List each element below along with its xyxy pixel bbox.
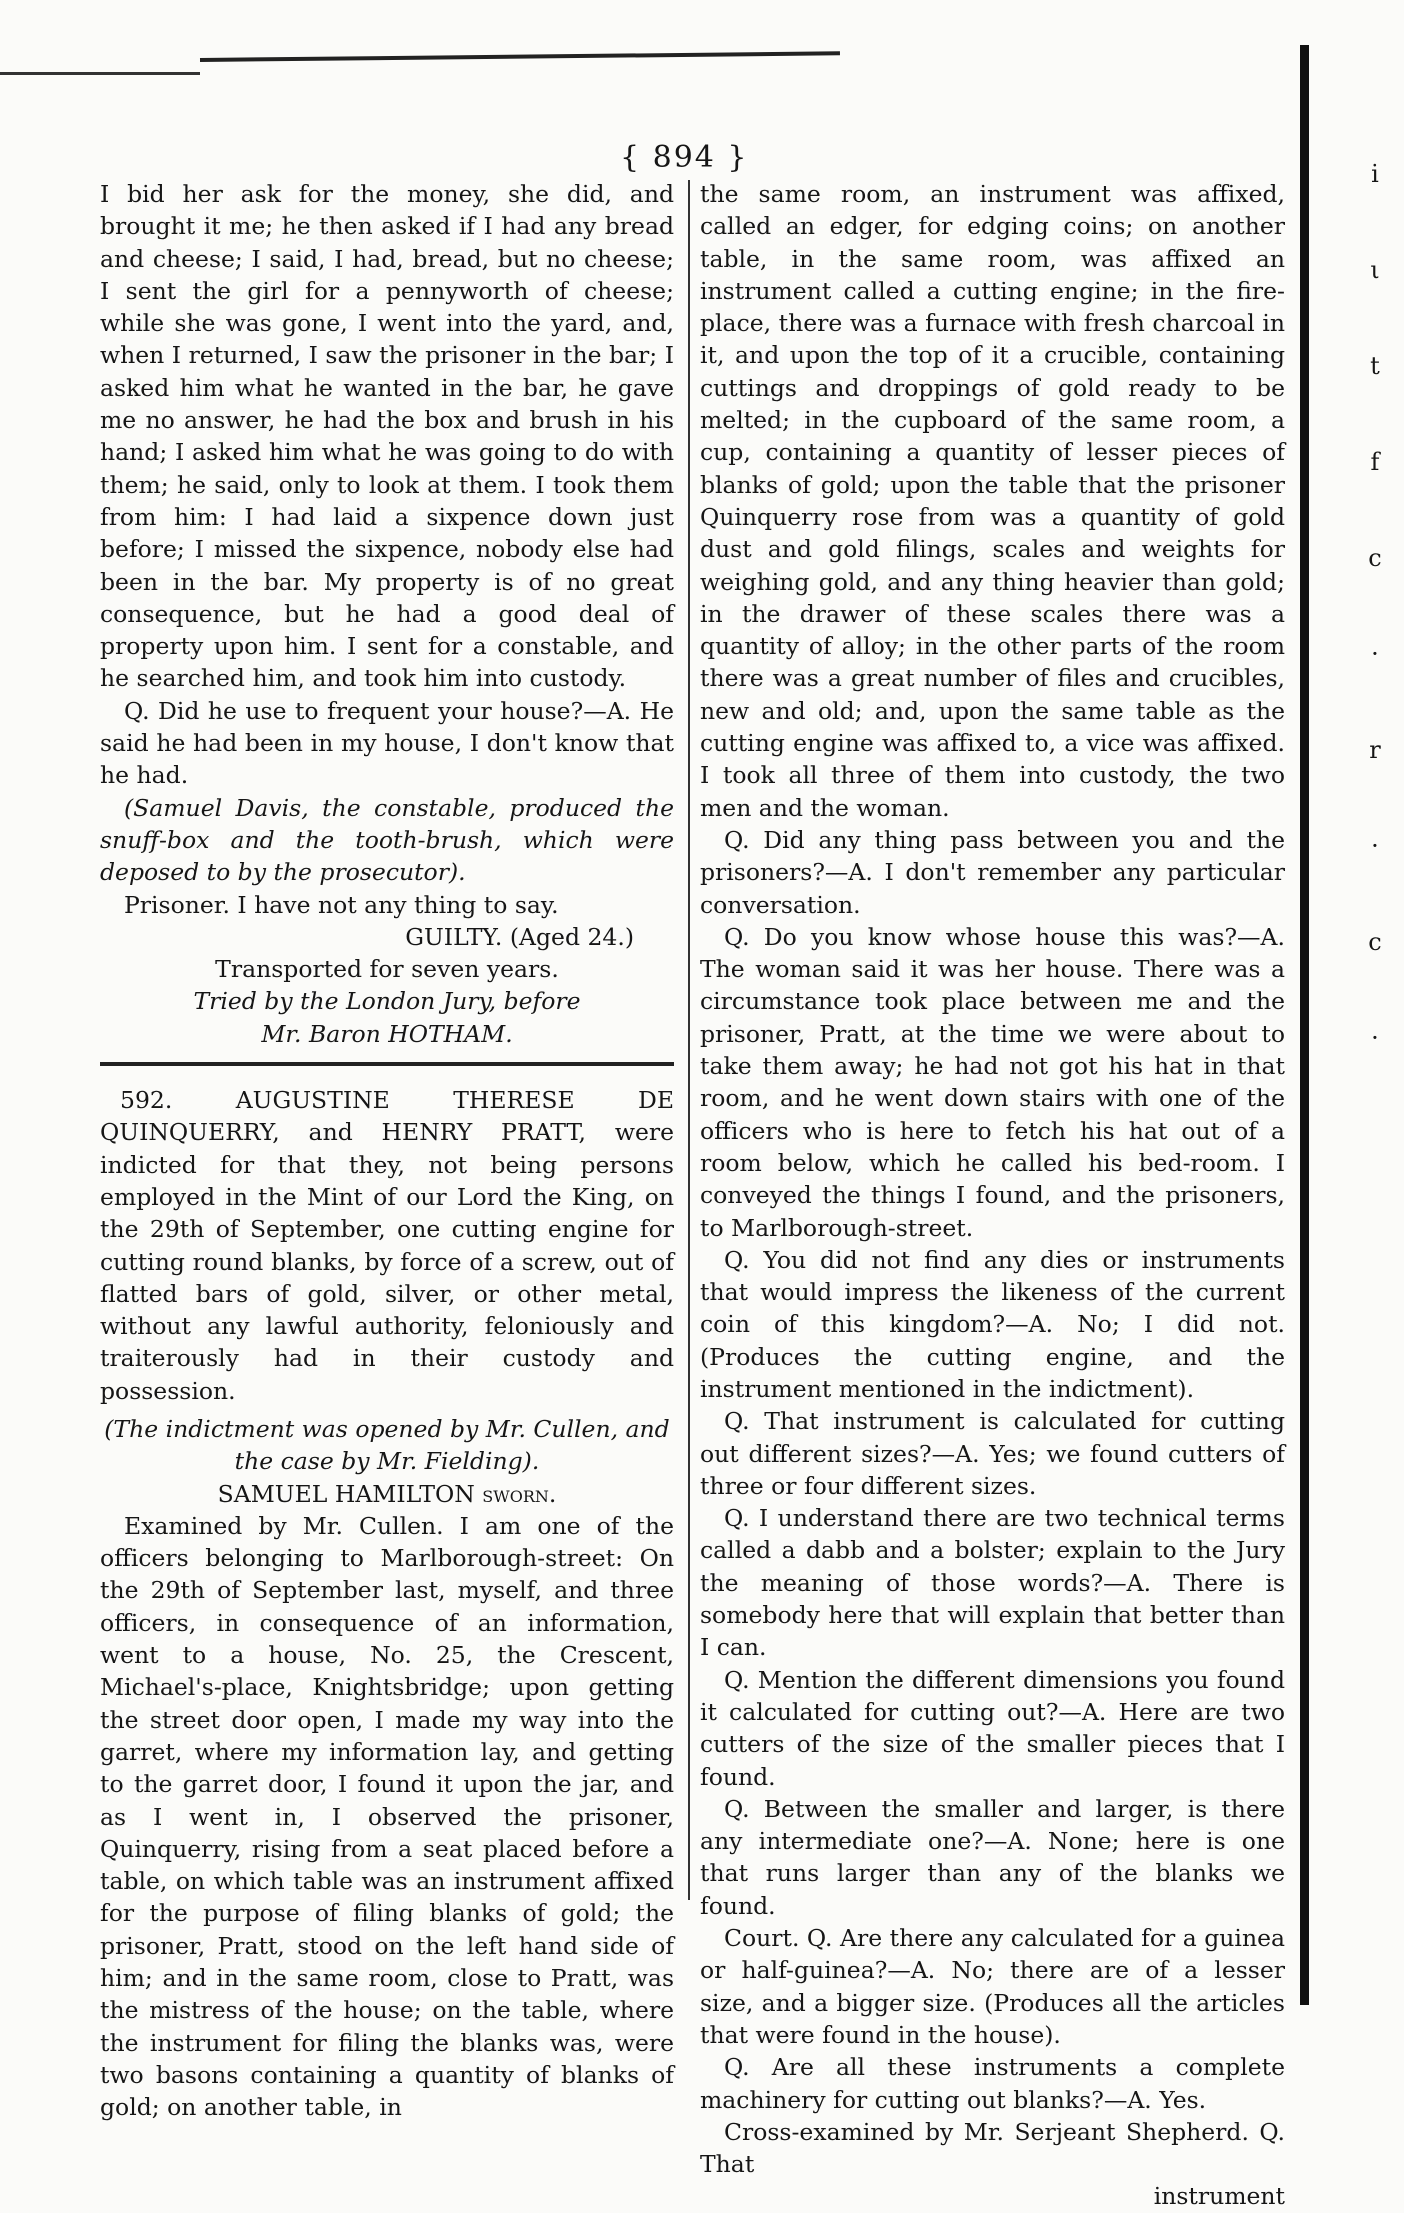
paragraph: I bid her ask for the money, she did, and brought it me; he then asked if I had any bread and cheese; I said, I had, bread, but no cheese; I sent the girl for a pennyworth of cheese; while she was gone, I went into the yard, and, when I returned, I saw the prisoner in the bar; I asked him what he wanted in the bar, he gave me no answer, he had the box and brush in his hand; I asked him what he was going to do with them; he said, only to look at them. I took them from him: I had laid a sixpence down just before; I missed the sixpence, nobody else had been in the bar. My property is of no great consequence, but he had a good deal of property upon him. I sent for a constable, and he searched him, and took him into custody. <box>100 180 674 693</box>
margin-letters <box>1355 160 1395 1120</box>
verdict: GUILTY. (Aged 24.) <box>405 922 634 951</box>
left-column <box>100 178 674 2124</box>
margin-letter: f <box>1370 448 1380 476</box>
column-divider <box>688 180 690 1900</box>
tried-by: Tried by the London Jury, before <box>193 987 581 1016</box>
cross-examination: Cross-examined by Mr. Serjeant Shepherd. Q. That <box>700 2117 1285 2179</box>
question-paragraph: Q. You did not find any dies or instruments that would impress the likeness of the current coin of this kingdom?—A. No; I did not. (Produces the cutting engine, and the instrument mentioned in the indictment). <box>700 1245 1285 1403</box>
question-paragraph: Q. Did he use to frequent your house?—A. He said he had been in my house, I don't know that he had. <box>100 696 674 790</box>
section-divider <box>100 1062 674 1066</box>
question-paragraph: Q. Are all these instruments a complete machinery for cutting out blanks?—A. Yes. <box>700 2053 1285 2114</box>
sentence: Transported for seven years. <box>215 955 559 984</box>
indictment-note: (The indictment was opened by Mr. Cullen, and the case by Mr. Fielding). <box>104 1414 670 1476</box>
question-paragraph: Q. Do you know whose house this was?—A. The woman said it was her house. There was a circumstance took place between me and the prisoner, Pratt, at the time we were about to take them away; he had not got his hat in that room, and he went down stairs with one of the officers who is here to fetch his hat out of a room below, which he called his bed-room. I conveyed the things I found, and the prisoners, to Marlborough-street. <box>700 922 1285 1242</box>
witness-sworn: SAMUEL HAMILTON sworn. <box>217 1479 557 1508</box>
margin-letter: c <box>1368 928 1382 956</box>
stage-direction: (Samuel Davis, the constable, produced the snuff-box and the tooth-brush, which were deposed to by the prosecutor). <box>100 793 674 887</box>
margin-letter: ι <box>1370 256 1380 284</box>
top-left-rule <box>0 72 200 75</box>
examination-paragraph: Examined by Mr. Cullen. I am one of the officers belonging to Marlborough-street: On the 29th of September last, myself, and three officers, in consequence of an information, went to a house, No. 25, the Crescent, Michael's-place, Knightsbridge; upon getting the street door open, I made my way into the garret, where my information lay, and getting to the garret door, I found it upon the jar, and as I went in, I observed the prisoner, Quinquerry, rising from a seat placed before a table, on which table was an instrument affixed for the purpose of filing blanks of gold; the prisoner, Pratt, stood on the left hand side of him; and in the same room, close to Pratt, was the mistress of the house; on the table, where the instrument for filing the blanks was, were two basons containing a quantity of blanks of gold; on another table, in <box>100 1511 674 2122</box>
top-rule <box>200 51 840 62</box>
prisoner-statement: Prisoner. I have not any thing to say. <box>124 890 559 919</box>
court-question: Court. Q. Are there any calculated for a guinea or half-guinea?—A. No; there are of a lesser size, and a bigger size. (Produces all the articles that were found in the house). <box>700 1924 1285 2049</box>
paragraph: the same room, an instrument was affixed, called an edger, for edging coins; on another table, in the same room, was affixed an instrument called a cutting engine; in the fire-place, there was a furnace with fresh charcoal in it, and upon the top of it a crucible, containing cuttings and droppings of gold ready to be melted; in the cupboard of the same room, a cup, containing a quantity of lesser pieces of blanks of gold; upon the table that the prisoner Quinquerry rose from was a quantity of gold dust and gold filings, scales and weights for weighing gold, and any thing heavier than gold; in the drawer of these scales there was a quantity of alloy; in the other parts of the room there was a great number of files and crucibles, new and old; and, upon the same table as the cutting engine was affixed to, a vice was affixed. I took all three of them into custody, the two men and the woman. <box>700 180 1285 822</box>
margin-letter: i <box>1371 160 1379 188</box>
question-paragraph: Q. That instrument is calculated for cutting out different sizes?—A. Yes; we found cutters of three or four different sizes. <box>700 1407 1285 1500</box>
margin-letter: t <box>1370 352 1380 380</box>
page-number: { 894 } <box>620 140 749 175</box>
catchword: instrument <box>1153 2182 1285 2211</box>
case-heading: 592. AUGUSTINE THERESE DE QUINQUERRY, and HENRY PRATT, were indicted for that they, not being persons employed in the Mint of our Lord the King, on the 29th of September, one cutting engine for cutting round blanks, by force of a screw, out of flatted bars of gold, silver, or other metal, without any lawful authority, feloniously and traiterously had in their custody and possession. <box>100 1086 674 1405</box>
margin-letter: · <box>1371 640 1379 668</box>
question-paragraph: Q. Between the smaller and larger, is there any intermediate one?—A. None; here is one that runs larger than any of the blanks we found. <box>700 1794 1285 1920</box>
margin-letter: c <box>1368 544 1382 572</box>
right-margin-bar <box>1300 45 1309 2005</box>
right-column <box>700 178 1285 2213</box>
question-paragraph: Q. Did any thing pass between you and the prisoners?—A. I don't remember any particular conversation. <box>700 825 1285 919</box>
question-paragraph: Q. Mention the different dimensions you found it calculated for cutting out?—A. Here are two cutters of the size of the smaller pieces that I found. <box>700 1665 1285 1791</box>
judge: Mr. Baron HOTHAM. <box>261 1019 513 1048</box>
margin-letter: · <box>1371 1024 1379 1052</box>
margin-letter: r <box>1369 736 1381 764</box>
margin-letter: · <box>1371 832 1379 860</box>
question-paragraph: Q. I understand there are two technical terms called a dabb and a bolster; explain to the Jury the meaning of those words?—A. There is somebody here that will explain that better than I can. <box>700 1504 1285 1662</box>
